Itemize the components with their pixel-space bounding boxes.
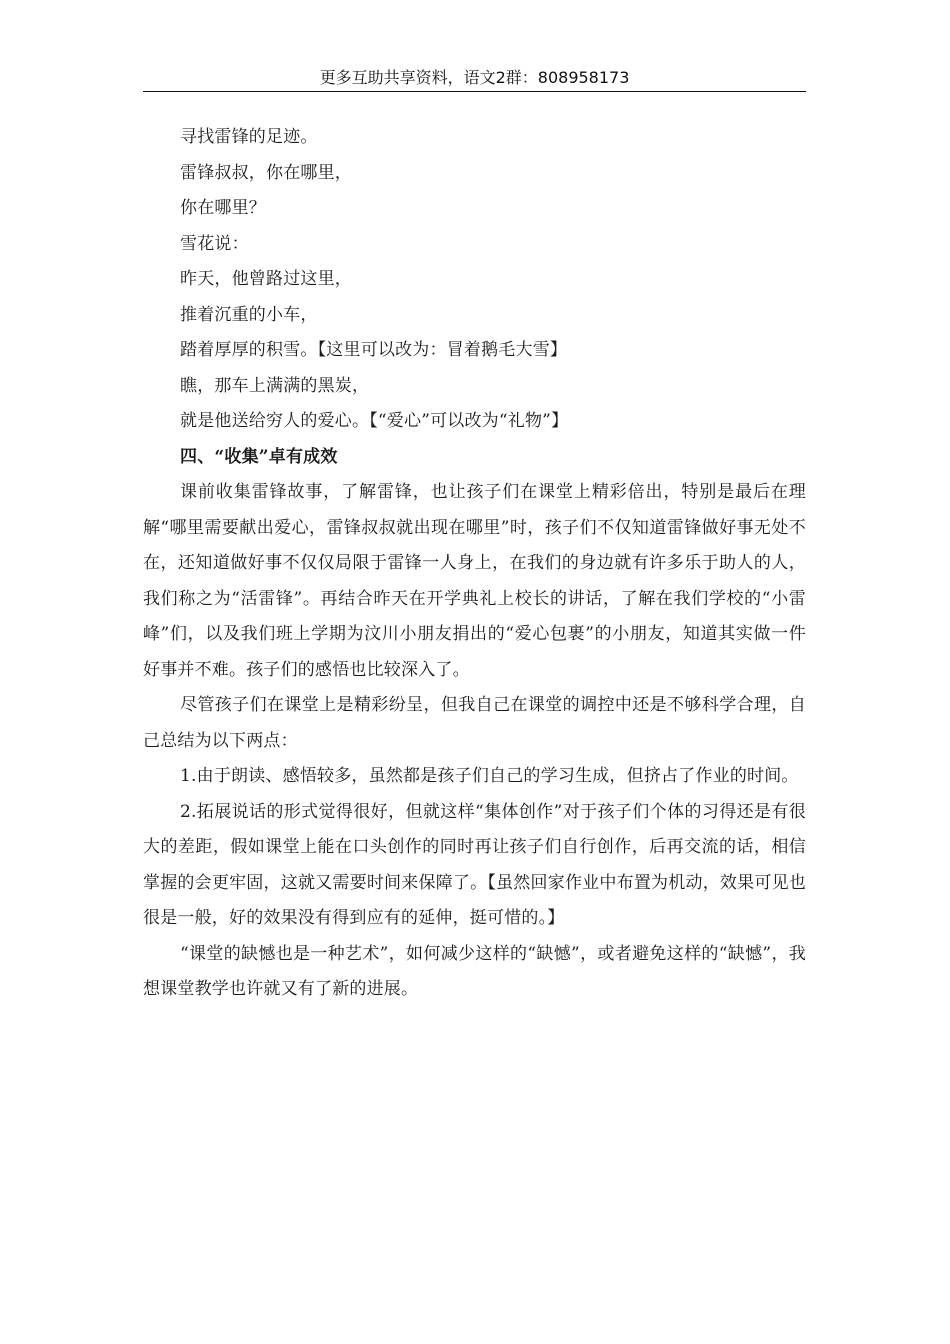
poem-line: 推着沉重的小车， [180, 304, 318, 325]
poem-line: 雪花说： [180, 233, 249, 254]
poem-line: 踏着厚厚的积雪。【这里可以改为：冒着鹅毛大雪】 [180, 340, 568, 360]
poem-line: 瞧，那车上满满的黑炭， [180, 375, 370, 396]
poem-line: 雷锋叔叔，你在哪里， [180, 162, 352, 183]
closing-paragraph: “课堂的缺憾也是一种艺术”，如何减少这样的“缺憾”，或者避免这样的“缺憾”，我想课堂教学也许就又有了新的进展。 [143, 943, 806, 999]
poem-line: 寻找雷锋的足迹。 [180, 127, 318, 147]
poem-line: 你在哪里？ [180, 198, 266, 218]
page-header: 更多互助共享资料，语文2群：808958173 [319, 68, 630, 87]
list-item-1: 1.由于朗读、感悟较多，虽然都是孩子们自己的学习生成，但挤占了作业的时间。 [180, 766, 799, 786]
body-paragraph: 课前收集雷锋故事，了解雷锋，也让孩子们在课堂上精彩倍出，特别是最后在理解“哪里需要献出爱心，雷锋叔叔就出现在哪里”时，孩子们不仅知道雷锋做好事无处不在，还知道做好事不仅仅局限于雷锋一人身上，在我们的身边就有许多乐于助人的人，我们称之为“活雷锋”。再结合昨天在开学典礼上校长的讲话，了解在我们学校的“小雷峰”们，以及我们班上学期为汶川小朋友捐出的“爱心包裹”的小朋友，知道其实做一件好事并不难。孩子们的感悟也比较深入了。 [143, 482, 806, 680]
body-paragraph: 尽管孩子们在课堂上是精彩纷呈，但我自己在课堂的调控中还是不够科学合理，自己总结为以下两点： [143, 695, 806, 751]
list-item-2: 2.拓展说话的形式觉得很好，但就这样“集体创作”对于孩子们个体的习得还是有很大的差距，假如课堂上能在口头创作的同时再让孩子们自行创作，后再交流的话，相信掌握的会更牢固，这就又需要时间来保障了。【虽然回家作业中布置为机动，效果可见也很是一般，好的效果没有得到应有的延伸，挺可惜的。】 [143, 801, 806, 928]
poem-line: 就是他送给穷人的爱心。【“爱心”可以改为“礼物”】 [180, 411, 569, 431]
document-body [143, 120, 806, 1008]
poem-line: 昨天，他曾路过这里， [180, 269, 352, 289]
section-heading: 四、“收集”卓有成效 [180, 446, 338, 467]
header-divider [143, 91, 806, 92]
